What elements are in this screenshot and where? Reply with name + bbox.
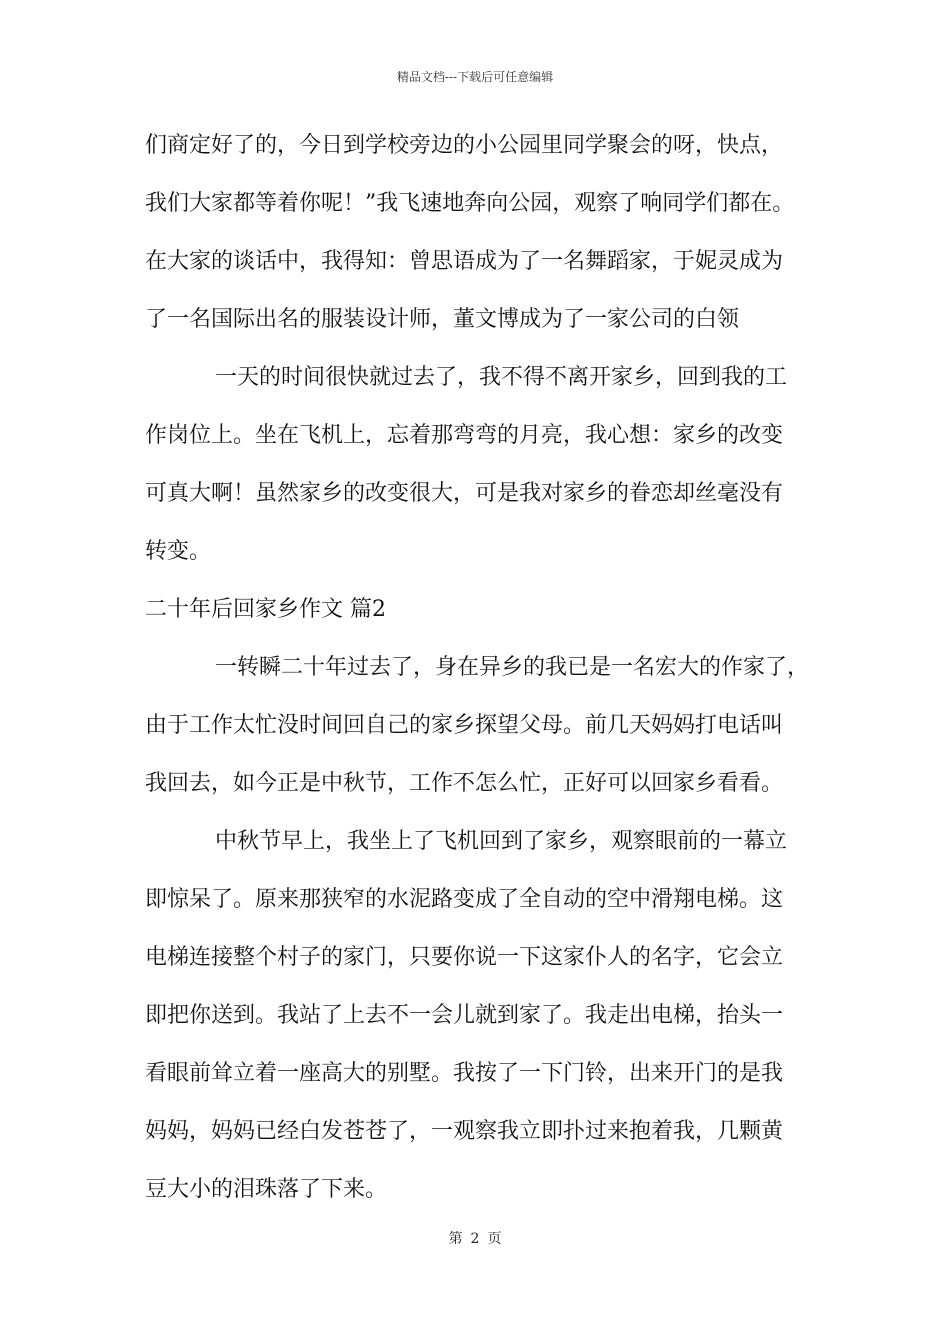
- text-line: 即惊呆了。原来那狭窄的水泥路变成了全自动的空中滑翔电梯。这: [145, 887, 784, 912]
- text-line: 作岗位上。坐在飞机上，忘着那弯弯的月亮，我心想：家乡的改变: [145, 423, 784, 448]
- text-line: 转变。: [145, 539, 212, 564]
- text-line: 二十年后回家乡作文 篇2: [145, 597, 386, 622]
- text-line: 们商定好了的，今日到学校旁边的小公园里同学聚会的呀，快点，: [145, 133, 784, 158]
- text-line: 我回去，如今正是中秋节，工作不怎么忙，正好可以回家乡看看。: [145, 771, 784, 796]
- text-line: 即把你送到。我站了上去不一会儿就到家了。我走出电梯，抬头一: [145, 1003, 784, 1028]
- text-line: 豆大小的泪珠落了下来。: [145, 1177, 388, 1202]
- page-number: 2: [470, 1231, 480, 1247]
- text-line: 一天的时间很快就过去了，我不得不离开家乡，回到我的工: [215, 365, 788, 390]
- footer-suffix: 页: [487, 1231, 502, 1247]
- text-line: 电梯连接整个村子的家门，只要你说一下这家仆人的名字，它会立: [145, 945, 784, 970]
- text-line: 在大家的谈话中，我得知：曾思语成为了一名舞蹈家，于妮灵成为: [145, 249, 784, 274]
- footer-prefix: 第: [448, 1231, 463, 1247]
- text-line: 我们大家都等着你呢！”我飞速地奔向公园，观察了响同学们都在。: [145, 191, 795, 216]
- text-line: 一转瞬二十年过去了，身在异乡的我已是一名宏大的作家了，: [215, 655, 810, 680]
- page-header: 精品文档---下载后可任意编辑: [396, 70, 554, 84]
- document-body: [145, 126, 825, 1228]
- text-line: 看眼前耸立着一座高大的别墅。我按了一下门铃，出来开门的是我: [145, 1061, 784, 1086]
- text-line: 妈妈，妈妈已经白发苍苍了，一观察我立即扑过来抱着我，几颗黄: [145, 1119, 784, 1144]
- text-line: 中秋节早上，我坐上了飞机回到了家乡，观察眼前的一幕立: [215, 829, 788, 854]
- page-footer: [0, 1228, 950, 1248]
- text-line: 了一名国际出名的服装设计师，董文博成为了一家公司的白领: [145, 307, 740, 332]
- text-line: 可真大啊！虽然家乡的改变很大，可是我对家乡的眷恋却丝毫没有: [145, 481, 784, 506]
- text-line: 由于工作太忙没时间回自己的家乡探望父母。前几天妈妈打电话叫: [145, 713, 784, 738]
